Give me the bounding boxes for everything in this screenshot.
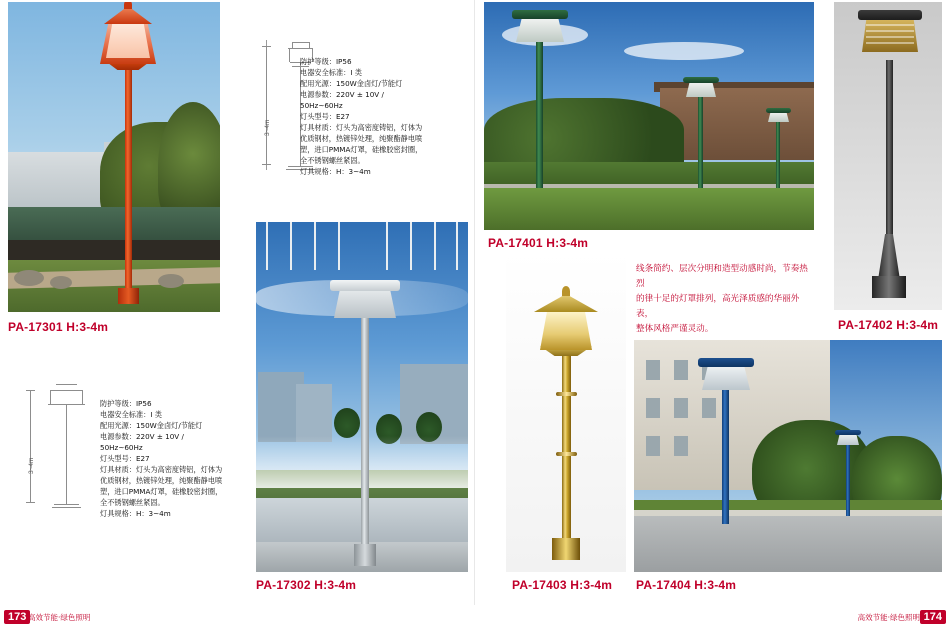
product-photo-pa-17401 <box>484 2 814 230</box>
technical-drawing-2 <box>20 378 92 513</box>
decorative-rock <box>14 270 44 286</box>
railing-bar <box>290 222 292 270</box>
caption-pa-17401: PA-17401 H:3-4m <box>488 236 589 250</box>
building-window <box>646 360 660 380</box>
railing-bar <box>314 222 316 270</box>
lamp-finial <box>562 286 570 296</box>
railing-bar <box>410 222 412 270</box>
caption-pa-17404: PA-17404 H:3-4m <box>636 578 737 592</box>
lamp-pole <box>698 94 703 188</box>
lamp-louver <box>866 42 914 44</box>
spec-line: 防护等级：IP56 <box>100 399 152 408</box>
lamp-pole <box>846 444 850 516</box>
lamp-pole <box>562 348 571 546</box>
spec-line: 电源参数：220V ± 10V / 50Hz~60Hz <box>300 90 384 110</box>
decorative-rock <box>158 274 184 288</box>
building-window <box>674 436 688 456</box>
lamp-cap <box>330 280 400 291</box>
building-window <box>674 398 688 418</box>
spec-line: 电源参数：220V ± 10V / 50Hz~60Hz <box>100 432 184 452</box>
dimension-label-2: 3~4m <box>28 457 35 474</box>
spec-line: 灯具材质：灯头为高密度铸铝，灯体为优质钢材，热镀锌处理，纯聚酯静电喷塑，进口PMMA灯罩，硅橡胶密封圈，全不锈钢螺丝紧固。 <box>100 465 223 507</box>
page-footer <box>0 605 950 627</box>
lamp-cap <box>683 77 719 83</box>
lamp-glass <box>106 24 150 58</box>
marketing-note-line: 的律十足的灯罩排列，高光泽质感的华丽外表， <box>636 294 800 319</box>
lamp-base <box>118 288 139 304</box>
spec-line: 配用光源：150W金卤灯/节能灯 <box>100 421 203 430</box>
caption-pa-17403: PA-17403 H:3-4m <box>512 578 613 592</box>
lamp-base <box>872 276 906 298</box>
caption-pa-17402: PA-17402 H:3-4m <box>838 318 939 332</box>
spec-line: 灯头型号：E27 <box>300 112 350 121</box>
lamp-head <box>702 366 750 390</box>
spec-line: 配用光源：150W金卤灯/节能灯 <box>300 79 403 88</box>
cloud <box>624 42 744 60</box>
product-photo-pa-17302 <box>256 222 468 572</box>
lamp-pole <box>776 120 780 188</box>
lawn-area <box>484 188 814 230</box>
spec-block-2 <box>100 398 228 519</box>
lamp-cap <box>835 430 861 435</box>
spec-line: 电器安全标准：I 类 <box>100 410 162 419</box>
background-building <box>296 384 332 442</box>
lamp-louver <box>866 24 914 26</box>
lamp-body <box>540 310 592 350</box>
caption-pa-17301: PA-17301 H:3-4m <box>8 320 109 334</box>
product-photo-pa-17404 <box>634 340 942 572</box>
lamp-pole <box>722 390 729 524</box>
lamp-louver <box>866 36 914 38</box>
railing-bar <box>338 222 340 270</box>
dimension-label-1: 3~4m <box>264 119 271 136</box>
spec-line: 防护等级：IP56 <box>300 57 352 66</box>
building-window <box>646 398 660 418</box>
marketing-note-line: 线条简约、层次分明和造型动感时尚，节奏热烈 <box>636 264 808 289</box>
lamp-head <box>837 434 859 445</box>
spec-line: 灯具材质：灯头为高密度铸铝，灯体为优质钢材，热镀锌处理，纯聚酯静电喷塑，进口PMMA灯罩，硅橡胶密封圈，全不锈钢螺丝紧固。 <box>300 123 423 165</box>
road-area <box>634 516 942 572</box>
spec-line: 灯头型号：E27 <box>100 454 150 463</box>
lamp-louver <box>866 30 914 32</box>
spec-line: 电器安全标准：I 类 <box>300 68 362 77</box>
lamp-pole <box>125 54 132 302</box>
building-window <box>646 436 660 456</box>
lamp-finial <box>124 2 132 9</box>
lamp-head <box>686 82 716 97</box>
product-photo-pa-17402 <box>834 2 942 310</box>
lamp-base <box>552 538 580 560</box>
lamp-pole <box>536 42 543 188</box>
railing-bar <box>456 222 458 270</box>
lamp-cap <box>766 108 791 113</box>
lamp-base <box>354 544 376 566</box>
pole-ring <box>556 392 577 396</box>
caption-pa-17302: PA-17302 H:3-4m <box>256 578 357 592</box>
marketing-note <box>636 262 808 337</box>
railing-bar <box>386 222 388 270</box>
lamp-cap <box>698 358 754 367</box>
page-number-right: 174 <box>920 610 946 624</box>
lamp-head <box>334 288 396 318</box>
lamp-head <box>768 112 789 122</box>
pole-ring <box>556 452 577 456</box>
product-photo-pa-17403 <box>506 252 626 572</box>
spec-block-1 <box>300 56 428 177</box>
railing-bar <box>266 222 268 270</box>
lamp-pole <box>361 318 369 560</box>
lamp-cap <box>858 10 922 20</box>
decorative-rock <box>50 276 72 289</box>
building-window <box>674 360 688 380</box>
page-spine-divider <box>474 0 475 605</box>
railing-bar <box>434 222 436 270</box>
footer-text-left: 高效节能·绿色照明 <box>28 613 91 622</box>
building-window <box>702 398 716 418</box>
palm-tree <box>334 408 360 438</box>
marketing-note-line: 整体风格严谨灵动。 <box>636 324 714 334</box>
page-number-left: 173 <box>4 610 30 624</box>
spec-line: 灯具规格：H：3~4m <box>100 509 171 518</box>
lamp-head <box>516 18 564 42</box>
footer-text-right: 高效节能·绿色照明 <box>857 613 920 622</box>
lamp-cap <box>512 10 568 19</box>
product-photo-pa-17301 <box>8 2 220 312</box>
spec-line: 灯具规格：H：3~4m <box>300 167 371 176</box>
